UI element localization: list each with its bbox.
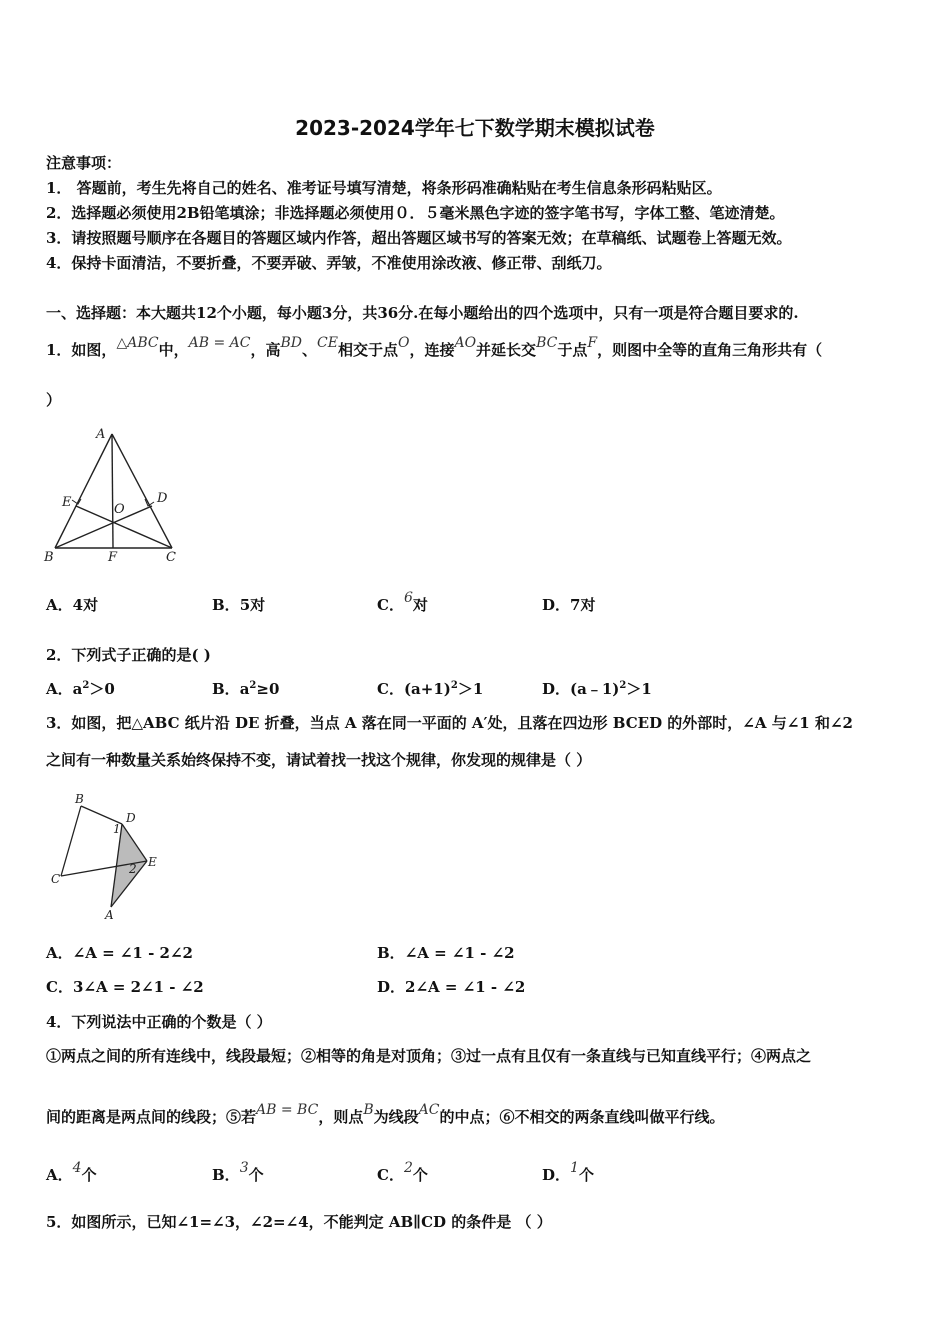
section-heading: 一、选择题：本大题共12个小题，每小题3分，共36分.在每小题给出的四个选项中，只有一项是符合题目要求的. [46, 304, 799, 322]
question-4-stem: 4．下列说法中正确的个数是（ ） [46, 1013, 272, 1031]
q3-option-c[interactable]: C．3∠A = 2∠1 - ∠2 [46, 978, 204, 996]
question-4-line-1: ①两点之间的所有连线中，线段最短；②相等的角是对顶角；③过一点有且仅有一条直线与已知直线平行；④两点之 [46, 1047, 812, 1065]
q2-option-c[interactable]: C．$(a+1)^2>1$ [377, 680, 484, 698]
q2-option-d[interactable]: D．(a﹣1)$^2$＞1 [542, 680, 652, 698]
question-2-stem: 2．下列式子正确的是( ) [46, 646, 211, 664]
question-1-stem: 1．如图，△ABC中，AB = AC，高BD、CE相交于点O，连接AO并延长交BC于点F，则图中全等的直角三角形共有（ [46, 335, 823, 359]
q1-option-b[interactable]: B．5对 [212, 596, 266, 614]
q4-option-d[interactable]: D．1个 [542, 1160, 594, 1184]
figure-label: C [51, 872, 61, 886]
figure-label: F [108, 550, 118, 565]
figure-label: 1 [113, 822, 121, 836]
question-1-figure [40, 420, 190, 565]
figure-label: O [114, 502, 125, 517]
question-4-line-2: 间的距离是两点间的线段；⑤若AB = BC，则点B为线段AC的中点；⑥不相交的两条直线叫做平行线。 [46, 1102, 725, 1126]
notice-item: 3．请按照题号顺序在各题目的答题区域内作答，超出答题区域书写的答案无效；在草稿纸、试题卷上答题无效。 [46, 229, 792, 247]
notice-item: 2．选择题必须使用2B铅笔填涂；非选择题必须使用０．５毫米黑色字迹的签字笔书写，字体工整、笔迹清楚。 [46, 204, 785, 222]
notice-item: 4．保持卡面清洁，不要折叠，不要弄破、弄皱，不准使用涂改液、修正带、刮纸刀。 [46, 254, 612, 272]
question-1-close: ） [46, 391, 62, 409]
question-5-stem: 5．如图所示，已知∠1=∠3，∠2=∠4，不能判定 AB∥CD 的条件是 （ ） [46, 1213, 552, 1231]
figure-label: E [148, 855, 157, 869]
question-3-figure [44, 788, 169, 923]
q1-option-a[interactable]: A．4对 [46, 596, 99, 614]
exam-title: 2023-2024学年七下数学期末模拟试卷 [295, 116, 655, 140]
figure-label: A [105, 908, 114, 922]
q1-option-d[interactable]: D．7对 [542, 596, 596, 614]
figure-label: A [96, 427, 106, 442]
q4-option-b[interactable]: B．3个 [212, 1160, 264, 1184]
figure-label: D [157, 491, 168, 506]
q4-option-c[interactable]: C．2个 [377, 1160, 428, 1184]
q1-option-c[interactable]: C．6对 [377, 590, 428, 614]
figure-label: 2 [129, 862, 137, 876]
notice-item: 1． 答题前，考生先将自己的姓名、准考证号填写清楚，将条形码准确粘贴在考生信息条形码粘贴区。 [46, 179, 722, 197]
figure-label: E [62, 495, 72, 510]
figure-label: D [126, 811, 136, 825]
q3-option-b[interactable]: B．∠A = ∠1 - ∠2 [377, 944, 515, 962]
q3-option-a[interactable]: A．∠A = ∠1 - 2∠2 [46, 944, 193, 962]
question-3-line-1: 3．如图，把△ABC 纸片沿 DE 折叠，当点 A 落在同一平面的 A′处，且落在四边形 BCED 的外部时，∠A 与∠1 和∠2 [46, 714, 853, 732]
figure-label: B [75, 792, 84, 806]
q2-option-b[interactable]: B．$a^2\ge 0$ [212, 680, 280, 698]
question-3-line-2: 之间有一种数量关系始终保持不变，请试着找一找这个规律，你发现的规律是（ ） [46, 751, 592, 769]
q2-option-a[interactable]: A．$a^2>0$ [46, 680, 115, 698]
q3-option-d[interactable]: D．2∠A = ∠1 - ∠2 [377, 978, 526, 996]
figure-label: C [166, 550, 176, 565]
q4-option-a[interactable]: A．4个 [46, 1160, 97, 1184]
figure-label: B [44, 550, 54, 565]
notice-heading: 注意事项： [46, 154, 122, 172]
